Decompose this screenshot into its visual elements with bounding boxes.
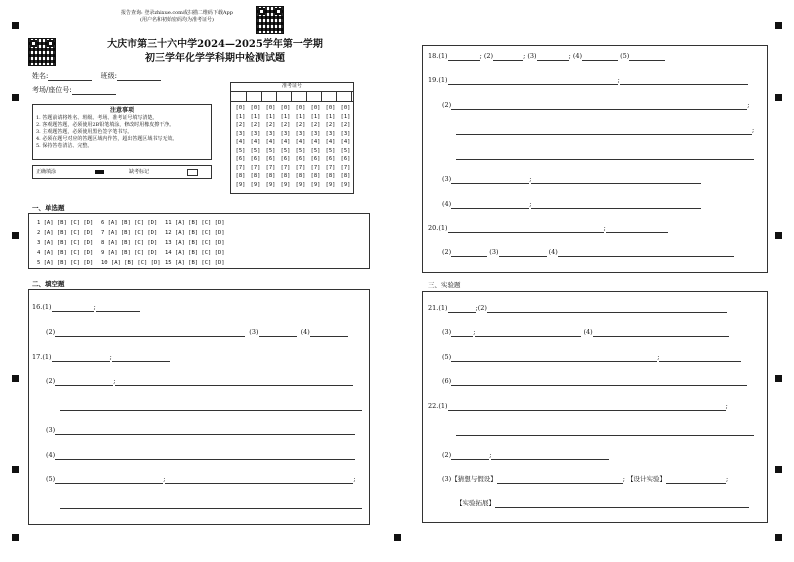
class-label: 班级: bbox=[100, 72, 117, 80]
semicolon: ; bbox=[473, 328, 476, 336]
digit-bubble[interactable]: [4] bbox=[325, 139, 336, 145]
digit-bubble[interactable]: [3] bbox=[280, 130, 291, 137]
hypothesis-label: 【猜想与假设】 bbox=[451, 475, 497, 483]
room-seat-row bbox=[32, 86, 116, 95]
q22-blank2b[interactable] bbox=[491, 451, 609, 460]
digit-bubble[interactable]: [1] bbox=[310, 113, 321, 120]
design-label: 【设计实验】 bbox=[627, 475, 666, 483]
digit-bubble[interactable]: [5] bbox=[295, 147, 306, 154]
registration-mark bbox=[775, 466, 782, 473]
exam-number-write-row bbox=[231, 92, 353, 102]
semicolon: ; bbox=[617, 76, 620, 84]
q18-part5: (5) bbox=[620, 52, 630, 60]
q19-blank2c[interactable] bbox=[456, 151, 754, 160]
digit-bubble[interactable]: [8] bbox=[235, 173, 246, 179]
digit-bubble[interactable]: [0] bbox=[265, 105, 276, 111]
semicolon: ; bbox=[529, 175, 532, 183]
digit-bubble[interactable]: [1] bbox=[265, 113, 276, 120]
digit-bubble[interactable]: [4] bbox=[340, 139, 351, 145]
digit-bubble[interactable]: [7] bbox=[265, 164, 276, 171]
digit-bubble[interactable]: [6] bbox=[340, 156, 351, 162]
semicolon: ; bbox=[163, 475, 166, 483]
q19-part3: (3) bbox=[442, 175, 452, 183]
digit-bubble[interactable]: [6] bbox=[265, 156, 276, 162]
digit-bubble[interactable]: [4] bbox=[250, 139, 261, 145]
digit-bubble[interactable]: [2] bbox=[310, 122, 321, 128]
digit-bubble[interactable]: [3] bbox=[295, 130, 306, 137]
q22-row3 bbox=[442, 475, 728, 484]
digit-bubble[interactable]: [1] bbox=[235, 113, 246, 120]
note-item: 2. 客观题答题，必须使用2B铅笔填涂，修改时用橡皮擦干净。 bbox=[36, 122, 175, 128]
semicolon: ; bbox=[603, 224, 606, 232]
semicolon: ; bbox=[113, 377, 116, 385]
digit-bubble[interactable]: [8] bbox=[340, 173, 351, 179]
q17-row4 bbox=[46, 451, 355, 460]
digit-bubble[interactable]: [0] bbox=[340, 105, 351, 111]
fill-example-box bbox=[32, 165, 212, 179]
q22-row2 bbox=[442, 451, 609, 460]
exam-number-write-cell[interactable] bbox=[292, 92, 307, 101]
q20-row1 bbox=[428, 224, 668, 233]
choice-question[interactable]: 5 [A] [B] [C] [D] bbox=[37, 260, 94, 266]
q19-blank4b[interactable] bbox=[531, 200, 701, 209]
exam-number-column bbox=[279, 104, 292, 189]
digit-bubble[interactable]: [1] bbox=[325, 113, 336, 120]
choice-question[interactable]: 13 [A] [B] [C] [D] bbox=[165, 240, 225, 246]
registration-mark bbox=[775, 22, 782, 29]
digit-bubble[interactable]: [9] bbox=[310, 181, 321, 188]
q21-number: 21. bbox=[428, 304, 439, 312]
q22-number: 22. bbox=[428, 402, 439, 410]
q18-blank3[interactable] bbox=[537, 52, 569, 61]
room-seat-field[interactable] bbox=[72, 86, 116, 95]
digit-bubble[interactable]: [0] bbox=[250, 105, 261, 111]
choice-question[interactable]: 14 [A] [B] [C] [D] bbox=[165, 250, 225, 256]
correct-fill-swatch bbox=[95, 170, 104, 174]
digit-bubble[interactable]: [6] bbox=[310, 156, 321, 162]
choice-question[interactable]: 12 [A] [B] [C] [D] bbox=[165, 230, 225, 236]
digit-bubble[interactable]: [8] bbox=[325, 173, 336, 179]
q22-blank1[interactable] bbox=[448, 402, 726, 411]
semicolon: ; bbox=[523, 52, 526, 60]
choice-question[interactable]: 7 [A] [B] [C] [D] bbox=[101, 230, 158, 236]
digit-bubble[interactable]: [4] bbox=[310, 139, 321, 145]
q19-blank4[interactable] bbox=[451, 200, 532, 209]
q21-blank3b[interactable] bbox=[475, 328, 581, 337]
q20-blank1b[interactable] bbox=[603, 224, 668, 233]
q16-part3: (3) bbox=[249, 328, 259, 336]
note-item: 3. 主观题答题，必须使用黑色签字笔书写。 bbox=[36, 129, 133, 135]
exam-number-digits bbox=[231, 102, 353, 192]
q21-part1: (1) bbox=[438, 304, 448, 312]
exam-number-grid bbox=[230, 82, 354, 194]
digit-bubble[interactable]: [7] bbox=[280, 164, 291, 171]
exam-number-write-cell[interactable] bbox=[322, 92, 337, 101]
digit-bubble[interactable]: [3] bbox=[235, 130, 246, 137]
missing-mark-box[interactable] bbox=[187, 169, 198, 176]
digit-bubble[interactable]: [3] bbox=[310, 130, 321, 137]
digit-bubble[interactable]: [0] bbox=[280, 105, 291, 111]
digit-bubble[interactable]: [3] bbox=[250, 130, 261, 137]
q17-blank3[interactable] bbox=[55, 426, 355, 435]
q19-blank1b[interactable] bbox=[617, 76, 748, 85]
exam-number-column bbox=[234, 104, 247, 189]
q17-blank2-line2[interactable] bbox=[60, 402, 362, 411]
digit-bubble[interactable]: [7] bbox=[295, 164, 306, 171]
digit-bubble[interactable]: [2] bbox=[235, 122, 246, 128]
digit-bubble[interactable]: [8] bbox=[250, 173, 261, 179]
digit-bubble[interactable]: [6] bbox=[280, 156, 291, 162]
q20-row2 bbox=[442, 248, 734, 257]
q19-row2b bbox=[456, 126, 754, 135]
q20-part3: (3) bbox=[489, 248, 499, 256]
q22-blank2[interactable] bbox=[451, 451, 492, 460]
q19-blank3[interactable] bbox=[451, 175, 532, 184]
q20-blank3[interactable] bbox=[499, 248, 547, 257]
digit-bubble[interactable]: [3] bbox=[325, 130, 336, 137]
q21-part3: (3) bbox=[442, 328, 452, 336]
digit-bubble[interactable]: [6] bbox=[250, 156, 261, 162]
digit-bubble[interactable]: [7] bbox=[250, 164, 261, 171]
digit-bubble[interactable]: [8] bbox=[280, 173, 291, 179]
q19-blank2[interactable] bbox=[451, 101, 750, 110]
digit-bubble[interactable]: [5] bbox=[265, 147, 276, 154]
q18-row bbox=[428, 52, 665, 61]
exam-number-column bbox=[339, 104, 352, 189]
q19-row3 bbox=[442, 175, 701, 184]
q21-blank2[interactable] bbox=[487, 304, 727, 313]
q17-part1: (1) bbox=[42, 353, 52, 361]
digit-bubble[interactable]: [4] bbox=[280, 139, 291, 145]
missing-mark-label: 缺考标记 bbox=[129, 169, 150, 175]
q18-blank5[interactable] bbox=[629, 52, 665, 61]
digit-bubble[interactable]: [1] bbox=[250, 113, 261, 120]
q21-part6: (6) bbox=[442, 377, 452, 385]
exam-number-write-cell[interactable] bbox=[307, 92, 322, 101]
report-query-notice bbox=[112, 10, 242, 24]
q21-part4: (4) bbox=[583, 328, 593, 336]
choice-question[interactable]: 2 [A] [B] [C] [D] bbox=[37, 230, 94, 236]
exam-number-column bbox=[324, 104, 337, 189]
q16-row1 bbox=[32, 303, 140, 312]
q21-row3 bbox=[442, 353, 741, 362]
digit-bubble[interactable]: [2] bbox=[340, 122, 351, 128]
registration-mark bbox=[775, 534, 782, 541]
digit-bubble[interactable]: [4] bbox=[265, 139, 276, 145]
q17-blank1[interactable] bbox=[52, 353, 110, 362]
registration-mark bbox=[12, 22, 19, 29]
digit-bubble[interactable]: [0] bbox=[310, 105, 321, 111]
exam-number-write-cell[interactable] bbox=[262, 92, 277, 101]
exam-number-column bbox=[294, 104, 307, 189]
q19-row1 bbox=[428, 76, 748, 85]
extension-label: 【实验拓展】 bbox=[456, 499, 495, 507]
registration-mark bbox=[775, 375, 782, 382]
q17-part3: (3) bbox=[46, 426, 56, 434]
q21-row1 bbox=[428, 304, 727, 313]
q21-row2 bbox=[442, 328, 729, 337]
exam-number-write-cell[interactable] bbox=[247, 92, 262, 101]
name-label: 姓名: bbox=[32, 72, 49, 80]
section-1-title: 一、单选题 bbox=[32, 204, 65, 212]
registration-mark bbox=[12, 534, 19, 541]
notes-list bbox=[33, 115, 211, 150]
q17-blank5-line2[interactable] bbox=[60, 500, 362, 509]
q19-row2 bbox=[442, 101, 749, 110]
choice-question[interactable]: 10 [A] [B] [C] [D] bbox=[101, 260, 161, 266]
q22-row1 bbox=[428, 402, 728, 411]
digit-bubble[interactable]: [1] bbox=[295, 113, 306, 120]
q18-blank1[interactable] bbox=[448, 52, 480, 61]
q18-part4: (4) bbox=[572, 52, 583, 60]
q17-blank1b[interactable] bbox=[109, 353, 170, 362]
q16-blank1[interactable] bbox=[52, 303, 94, 312]
q19-blank3b[interactable] bbox=[531, 175, 701, 184]
q20-part2: (2) bbox=[442, 248, 452, 256]
semicolon: ; bbox=[353, 475, 356, 483]
q21-row4 bbox=[442, 377, 747, 386]
q16-blank3[interactable] bbox=[259, 328, 297, 337]
digit-bubble[interactable]: [5] bbox=[280, 147, 291, 154]
notes-box bbox=[32, 104, 212, 160]
digit-bubble[interactable]: [9] bbox=[325, 181, 336, 188]
choice-question[interactable]: 6 [A] [B] [C] [D] bbox=[101, 220, 158, 226]
digit-bubble[interactable]: [5] bbox=[325, 147, 336, 154]
q19-row4 bbox=[442, 200, 701, 209]
note-item: 4. 必须在题号对应的答题区域内作答，超出答题区域书写无效。 bbox=[36, 136, 178, 142]
title-line2: 初三学年化学学科期中检测试题 bbox=[145, 53, 285, 64]
choice-question[interactable]: 11 [A] [B] [C] [D] bbox=[165, 220, 225, 226]
semicolon: ; bbox=[657, 353, 660, 361]
q19-part1: (1) bbox=[438, 76, 448, 84]
semicolon: ; bbox=[93, 303, 96, 311]
choice-question[interactable]: 3 [A] [B] [C] [D] bbox=[37, 240, 94, 246]
q19-part2: (2) bbox=[442, 101, 452, 109]
q21-part2: (2) bbox=[477, 304, 487, 312]
registration-mark bbox=[12, 94, 19, 101]
q22-part1: (1) bbox=[438, 402, 448, 410]
digit-bubble[interactable]: [4] bbox=[235, 139, 246, 145]
semicolon: ; bbox=[109, 353, 112, 361]
digit-bubble[interactable]: [5] bbox=[310, 147, 321, 154]
digit-bubble[interactable]: [0] bbox=[235, 105, 246, 111]
title-line1: 大庆市第三十六中学2024—2025学年第一学期 bbox=[107, 39, 323, 50]
name-class-row bbox=[32, 72, 161, 81]
digit-bubble[interactable]: [3] bbox=[340, 130, 351, 137]
registration-mark bbox=[775, 94, 782, 101]
choice-question[interactable]: 1 [A] [B] [C] [D] bbox=[37, 220, 94, 226]
q18-part3: (3) bbox=[527, 52, 537, 60]
digit-bubble[interactable]: [9] bbox=[250, 181, 261, 188]
semicolon: ; bbox=[479, 52, 482, 60]
exam-number-write-cell[interactable] bbox=[232, 92, 247, 101]
digit-bubble[interactable]: [3] bbox=[265, 130, 276, 137]
q17-row5 bbox=[46, 475, 356, 484]
semicolon: ; bbox=[726, 475, 729, 483]
digit-bubble[interactable]: [5] bbox=[235, 147, 246, 154]
q22-part2: (2) bbox=[442, 451, 452, 459]
digit-bubble[interactable]: [9] bbox=[265, 181, 276, 188]
answer-sheet-qr-code bbox=[28, 38, 56, 66]
digit-bubble[interactable]: [1] bbox=[340, 113, 351, 120]
q17-part2: (2) bbox=[46, 377, 56, 385]
q21-part5: (5) bbox=[442, 353, 452, 361]
q19-part4: (4) bbox=[442, 200, 452, 208]
digit-bubble[interactable]: [5] bbox=[250, 147, 261, 154]
digit-bubble[interactable]: [8] bbox=[310, 173, 321, 179]
exam-number-label: 准考证号 bbox=[231, 83, 353, 92]
q21-blank4[interactable] bbox=[593, 328, 729, 337]
exam-number-write-cell[interactable] bbox=[277, 92, 292, 101]
digit-bubble[interactable]: [7] bbox=[325, 164, 336, 171]
q16-part2: (2) bbox=[46, 328, 56, 336]
q17-part4: (4) bbox=[46, 451, 56, 459]
single-choice-grid bbox=[37, 218, 367, 268]
semicolon: ; bbox=[725, 402, 728, 410]
q18-part1: (1) bbox=[438, 52, 448, 60]
single-choice-box bbox=[28, 213, 370, 269]
digit-bubble[interactable]: [9] bbox=[235, 181, 246, 188]
q16-blank4[interactable] bbox=[310, 328, 348, 337]
q17-number: 17. bbox=[32, 353, 43, 361]
q18-blank2[interactable] bbox=[493, 52, 526, 61]
digit-bubble[interactable]: [6] bbox=[295, 156, 306, 162]
q18-part2: (2) bbox=[483, 52, 494, 60]
q20-blank4[interactable] bbox=[558, 248, 734, 257]
digit-bubble[interactable]: [2] bbox=[265, 122, 276, 128]
q17-row3 bbox=[46, 426, 355, 435]
q17-blank4[interactable] bbox=[55, 451, 355, 460]
choice-question[interactable]: 4 [A] [B] [C] [D] bbox=[37, 250, 94, 256]
digit-bubble[interactable]: [1] bbox=[280, 113, 291, 120]
q17-row1 bbox=[32, 353, 170, 362]
q19-blank2b[interactable] bbox=[456, 126, 755, 135]
q17-blank5b[interactable] bbox=[165, 475, 356, 484]
q21-blank5b[interactable] bbox=[659, 353, 741, 362]
q21-blank5[interactable] bbox=[451, 353, 660, 362]
app-qr-code bbox=[256, 6, 284, 34]
digit-bubble[interactable]: [9] bbox=[280, 181, 291, 188]
note-item: 5. 保持答卷清洁、完整。 bbox=[36, 143, 93, 149]
exam-number-column bbox=[264, 104, 277, 189]
choice-question[interactable]: 15 [A] [B] [C] [D] bbox=[165, 260, 225, 266]
q22-blank1-line2[interactable] bbox=[456, 427, 754, 436]
registration-mark bbox=[12, 375, 19, 382]
registration-mark bbox=[394, 534, 401, 541]
q16-part4: (4) bbox=[300, 328, 310, 336]
q19-blank1[interactable] bbox=[448, 76, 618, 85]
q17-blank2b[interactable] bbox=[115, 377, 353, 386]
semicolon: ; bbox=[752, 126, 755, 134]
q21-blank6[interactable] bbox=[451, 377, 747, 386]
digit-bubble[interactable]: [8] bbox=[295, 173, 306, 179]
semicolon: ; bbox=[568, 52, 571, 60]
semicolon: ; bbox=[489, 451, 492, 459]
notes-title: 注意事项 bbox=[109, 107, 134, 114]
q16-number: 16. bbox=[32, 303, 43, 311]
q16-blank1b[interactable] bbox=[93, 303, 140, 312]
digit-bubble[interactable]: [2] bbox=[295, 122, 306, 128]
choice-question[interactable]: 9 [A] [B] [C] [D] bbox=[101, 250, 158, 256]
q21-blank1[interactable] bbox=[448, 304, 476, 313]
q19-number: 19. bbox=[428, 76, 439, 84]
digit-bubble[interactable]: [0] bbox=[325, 105, 336, 111]
q16-blank2[interactable] bbox=[55, 328, 245, 337]
q20-blank2[interactable] bbox=[451, 248, 487, 257]
q20-part4: (4) bbox=[548, 248, 558, 256]
choice-question[interactable]: 8 [A] [B] [C] [D] bbox=[101, 240, 158, 246]
q21-blank3[interactable] bbox=[451, 328, 476, 337]
digit-bubble[interactable]: [2] bbox=[280, 122, 291, 128]
q22-row4 bbox=[456, 499, 749, 508]
note-item: 1. 答题前请将姓名、班级、考场、准考证号填写清楚。 bbox=[36, 115, 158, 121]
semicolon: ; bbox=[475, 304, 478, 312]
q22-extension-blank[interactable] bbox=[495, 499, 749, 508]
class-field[interactable] bbox=[117, 72, 161, 81]
digit-bubble[interactable]: [4] bbox=[295, 139, 306, 145]
q22-design-blank[interactable] bbox=[666, 475, 729, 484]
q18-blank4[interactable] bbox=[582, 52, 618, 61]
registration-mark bbox=[775, 232, 782, 239]
q17-part5: (5) bbox=[46, 475, 56, 483]
semicolon: ; bbox=[747, 101, 750, 109]
registration-mark bbox=[12, 466, 19, 473]
correct-fill-label: 正确填涂 bbox=[36, 169, 57, 175]
q17-blank2[interactable] bbox=[55, 377, 116, 386]
digit-bubble[interactable]: [2] bbox=[250, 122, 261, 128]
exam-number-column bbox=[309, 104, 322, 189]
q16-row2 bbox=[46, 328, 348, 337]
q22-hypothesis-blank[interactable] bbox=[497, 475, 623, 484]
semicolon: ; bbox=[529, 200, 532, 208]
digit-bubble[interactable]: [9] bbox=[340, 181, 351, 188]
name-field[interactable] bbox=[48, 72, 92, 81]
section-3-title: 三、实验题 bbox=[428, 281, 461, 289]
report-query-line1: 报告查询: 登录zhixue.com或扫描二维码下载App bbox=[121, 10, 233, 16]
q18-number: 18. bbox=[428, 52, 439, 60]
registration-mark bbox=[12, 232, 19, 239]
q20-blank1[interactable] bbox=[448, 224, 604, 233]
digit-bubble[interactable]: [5] bbox=[340, 147, 351, 154]
q20-part1: (1) bbox=[438, 224, 448, 232]
q17-blank5[interactable] bbox=[55, 475, 166, 484]
digit-bubble[interactable]: [0] bbox=[295, 105, 306, 111]
q20-number: 20. bbox=[428, 224, 439, 232]
exam-number-column bbox=[249, 104, 262, 189]
digit-bubble[interactable]: [8] bbox=[265, 173, 276, 179]
digit-bubble[interactable]: [6] bbox=[235, 156, 246, 162]
exam-number-write-cell[interactable] bbox=[337, 92, 352, 101]
q22-part3: (3) bbox=[442, 475, 452, 483]
digit-bubble[interactable]: [9] bbox=[295, 181, 306, 188]
section-2-title: 二、填空题 bbox=[32, 280, 65, 288]
digit-bubble[interactable]: [6] bbox=[325, 156, 336, 162]
q16-part1: (1) bbox=[42, 303, 52, 311]
page-title bbox=[80, 38, 350, 66]
q17-row2 bbox=[46, 377, 353, 386]
semicolon: ; bbox=[622, 475, 625, 483]
digit-bubble[interactable]: [7] bbox=[310, 164, 321, 171]
report-query-line2: (用户名和初始密码均为准考证号) bbox=[140, 17, 214, 23]
room-seat-label: 考场/座位号: bbox=[32, 86, 72, 94]
digit-bubble[interactable]: [7] bbox=[340, 164, 351, 171]
digit-bubble[interactable]: [7] bbox=[235, 164, 246, 171]
digit-bubble[interactable]: [2] bbox=[325, 122, 336, 128]
